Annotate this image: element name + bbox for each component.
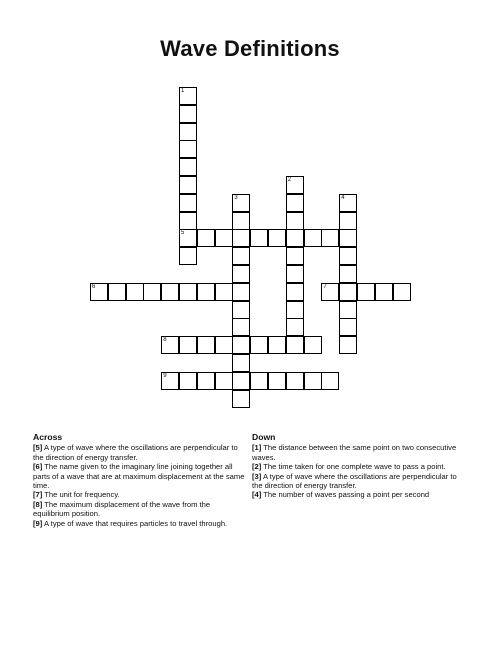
clue-number: 2 — [287, 177, 292, 183]
grid-cell[interactable] — [321, 283, 339, 301]
grid-cell[interactable] — [286, 283, 304, 301]
grid-cell[interactable] — [375, 283, 393, 301]
clue-number: 9 — [163, 372, 167, 379]
grid-cell[interactable] — [179, 158, 197, 176]
grid-cell[interactable] — [232, 336, 250, 354]
grid-cell[interactable] — [161, 283, 179, 301]
grid-cell[interactable] — [232, 194, 250, 212]
grid-cell[interactable] — [179, 123, 197, 141]
grid-cell[interactable] — [179, 176, 197, 194]
clue-down-1: [1] The distance between the same point on two consecutive waves. — [252, 443, 457, 462]
grid-cell[interactable] — [339, 336, 357, 354]
grid-cell[interactable] — [179, 247, 197, 265]
grid-cell[interactable] — [339, 194, 357, 212]
grid-cell[interactable] — [357, 283, 375, 301]
clue-across-9: [9] A type of wave that requires particles to travel through. — [33, 518, 228, 528]
clue-number: 8 — [163, 337, 167, 344]
grid-cell[interactable] — [286, 372, 304, 390]
grid-cell[interactable] — [232, 354, 250, 372]
grid-cell[interactable] — [339, 318, 357, 336]
grid-cell[interactable] — [339, 301, 357, 319]
grid-cell[interactable] — [304, 229, 322, 247]
grid-cell[interactable] — [108, 283, 126, 301]
grid-cell[interactable] — [286, 301, 304, 319]
grid-cell[interactable] — [197, 372, 215, 390]
grid-cell[interactable] — [232, 390, 250, 408]
grid-cell[interactable] — [321, 372, 339, 390]
grid-cell[interactable] — [286, 176, 304, 194]
grid-cell[interactable] — [286, 194, 304, 212]
grid-cell[interactable] — [90, 283, 108, 301]
across-heading: Across — [33, 432, 63, 442]
across-clues — [33, 433, 245, 528]
grid-cell[interactable] — [339, 212, 357, 230]
grid-cell[interactable] — [339, 229, 357, 247]
grid-cell[interactable] — [232, 301, 250, 319]
grid-cell[interactable] — [126, 283, 144, 301]
clue-across-7: [7] The unit for frequency. — [33, 490, 120, 500]
grid-cell[interactable] — [215, 372, 233, 390]
clue-down-2: [2] The time taken for one complete wave to pass a point. — [252, 462, 446, 472]
clue-down-4: [4] The number of waves passing a point per second — [252, 490, 430, 500]
grid-cell[interactable] — [339, 283, 357, 301]
grid-cell[interactable] — [232, 247, 250, 265]
grid-cell[interactable] — [339, 247, 357, 265]
clue-number: 6 — [92, 283, 96, 290]
grid-cell[interactable] — [393, 283, 411, 301]
grid-cell[interactable] — [286, 212, 304, 230]
clue-number: 7 — [323, 283, 327, 290]
grid-cell[interactable] — [197, 283, 215, 301]
grid-cell[interactable] — [179, 372, 197, 390]
grid-cell[interactable] — [268, 229, 286, 247]
grid-cell[interactable] — [179, 194, 197, 212]
grid-cell[interactable] — [179, 87, 197, 105]
grid-cell[interactable] — [179, 105, 197, 123]
clue-across-6: [6] The name given to the imaginary line joining together all parts of a wave that are at maximum displacement at the same time. — [33, 462, 245, 491]
grid-cell[interactable] — [179, 212, 197, 230]
grid-cell[interactable] — [286, 265, 304, 283]
grid-cell[interactable] — [232, 229, 250, 247]
grid-cell[interactable] — [250, 229, 268, 247]
grid-cell[interactable] — [161, 336, 179, 354]
grid-cell[interactable] — [250, 336, 268, 354]
clue-down-3: [3] A type of wave where the oscillations are perpendicular to the direction of energy transfer. — [252, 471, 457, 491]
grid-cell[interactable] — [286, 318, 304, 336]
grid-cell[interactable] — [215, 283, 233, 301]
grid-cell[interactable] — [143, 283, 161, 301]
grid-cell[interactable] — [197, 229, 215, 247]
grid-cell[interactable] — [232, 318, 250, 336]
grid-cell[interactable] — [268, 336, 286, 354]
grid-cell[interactable] — [286, 247, 304, 265]
grid-cell[interactable] — [215, 229, 233, 247]
grid-cell[interactable] — [286, 336, 304, 354]
grid-cell[interactable] — [250, 372, 268, 390]
clue-number: 4 — [341, 194, 345, 201]
grid-cell[interactable] — [286, 229, 304, 247]
grid-cell[interactable] — [215, 336, 233, 354]
clue-number: 3 — [234, 194, 238, 201]
grid-cell[interactable] — [339, 265, 357, 283]
down-clues — [252, 433, 467, 500]
grid-cell[interactable] — [179, 140, 197, 158]
puzzle-title: Wave Definitions — [160, 36, 340, 61]
clue-across-5: [5] A type of wave where the oscillations are perpendicular to the direction of energy transfer. — [33, 443, 238, 462]
grid-cell[interactable] — [304, 336, 322, 354]
grid-cell[interactable] — [179, 229, 197, 247]
grid-cell[interactable] — [321, 229, 339, 247]
grid-cell[interactable] — [161, 372, 179, 390]
clue-number: 1 — [181, 88, 185, 94]
grid-cell[interactable] — [232, 265, 250, 283]
clue-number: 5 — [181, 230, 185, 237]
clue-across-8: [8] The maximum displacement of the wave from the equilibrium position. — [33, 499, 211, 519]
grid-cell[interactable] — [268, 372, 286, 390]
grid-cell[interactable] — [179, 336, 197, 354]
grid-cell[interactable] — [232, 372, 250, 390]
down-heading: Down — [252, 432, 276, 442]
grid-cell[interactable] — [197, 336, 215, 354]
grid-cell[interactable] — [232, 283, 250, 301]
grid-cell[interactable] — [304, 372, 322, 390]
grid-cell[interactable] — [179, 283, 197, 301]
grid-cell[interactable] — [232, 212, 250, 230]
